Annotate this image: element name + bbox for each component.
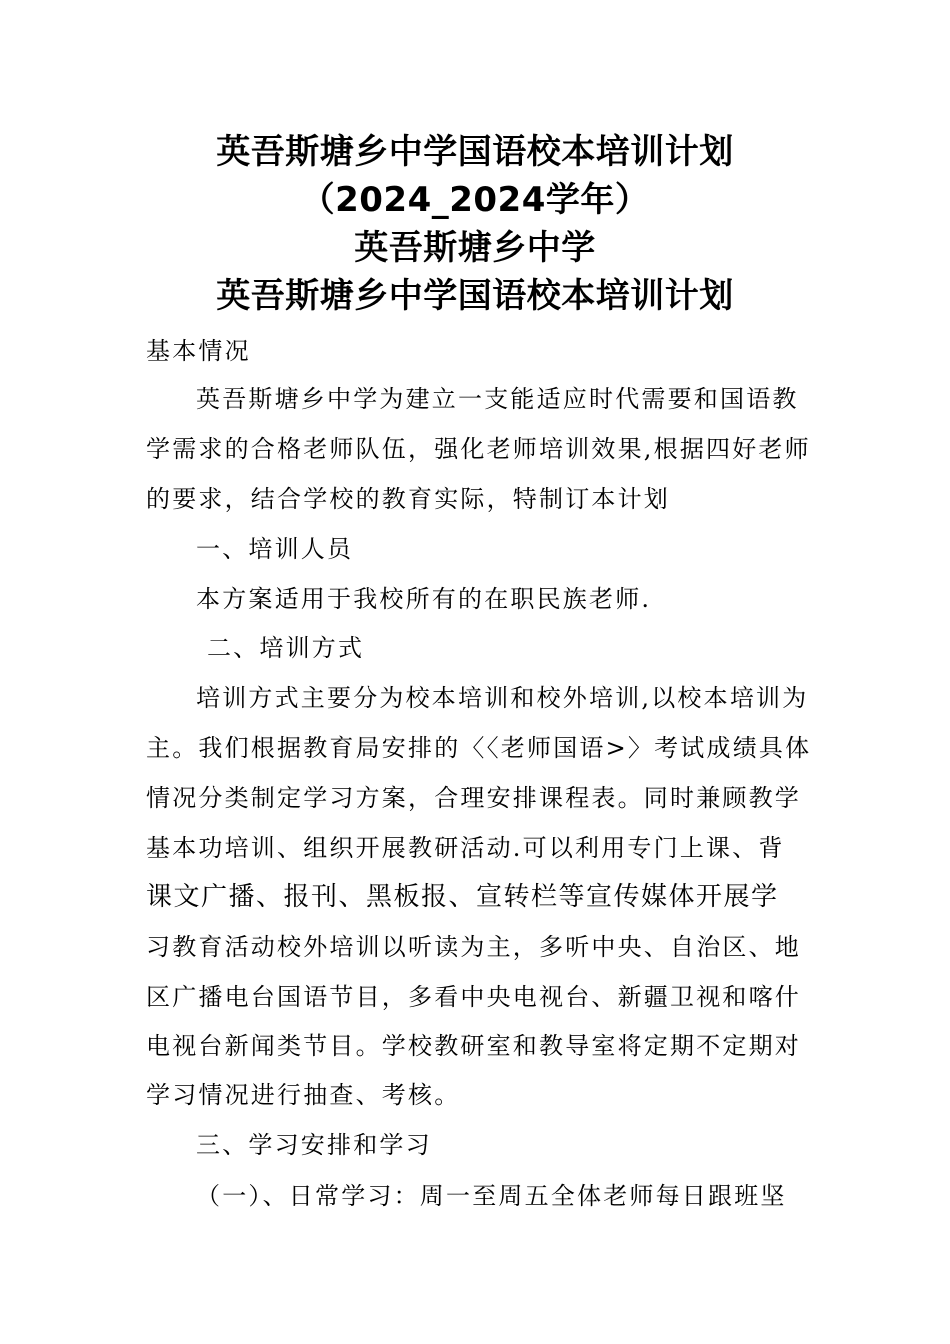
paragraph-line: 学习情况进行抽查、考核。 xyxy=(146,1081,461,1109)
paragraph-line: 主。我们根据教育局安排的〈〈老师国语>〉考试成绩具体 xyxy=(146,734,812,762)
paragraph-line: （一）、日常学习：周一至周五全体老师每日跟班坚 xyxy=(196,1182,787,1210)
paragraph-line: 情况分类制定学习方案，合理安排课程表。同时兼顾教学 xyxy=(146,784,801,812)
paragraph-line: 英吾斯塘乡中学为建立一支能适应时代需要和国语教 xyxy=(196,385,799,413)
section-heading-basic: 基本情况 xyxy=(146,337,251,365)
paragraph-line: 学需求的合格老师队伍，强化老师培训效果,根据四好老师 xyxy=(146,435,811,463)
paragraph-line: 电视台新闻类节目。学校教研室和教导室将定期不定期对 xyxy=(146,1032,801,1060)
paragraph-line: 习教育活动校外培训以听读为主，多听中央、自治区、地 xyxy=(146,933,801,961)
paragraph-line: 基本功培训、组织开展教研活动.可以利用专门上课、背 xyxy=(146,834,785,862)
document-title: 英吾斯塘乡中学国语校本培训计划 xyxy=(216,132,734,172)
section-heading-method: 二、培训方式 xyxy=(207,634,365,662)
paragraph-line: 区广播电台国语节目，多看中央电视台、新疆卫视和喀什 xyxy=(146,983,801,1011)
paragraph-line: 培训方式主要分为校本培训和校外培训,以校本培训为 xyxy=(196,684,809,712)
section-heading-study: 三、学习安排和学习 xyxy=(196,1131,432,1159)
paragraph-line: 课文广播、报刊、黑板报、宣转栏等宣传媒体开展学 xyxy=(146,882,779,912)
title-block xyxy=(0,128,950,320)
school-year: （2024_2024学年） xyxy=(300,180,650,220)
plan-title: 英吾斯塘乡中学国语校本培训计划 xyxy=(216,276,734,316)
section-heading-personnel: 一、培训人员 xyxy=(196,535,354,563)
paragraph-line: 本方案适用于我校所有的在职民族老师. xyxy=(196,585,652,613)
school-name: 英吾斯塘乡中学 xyxy=(354,228,596,268)
paragraph-line: 的要求，结合学校的教育实际，特制订本计划 xyxy=(146,485,670,513)
